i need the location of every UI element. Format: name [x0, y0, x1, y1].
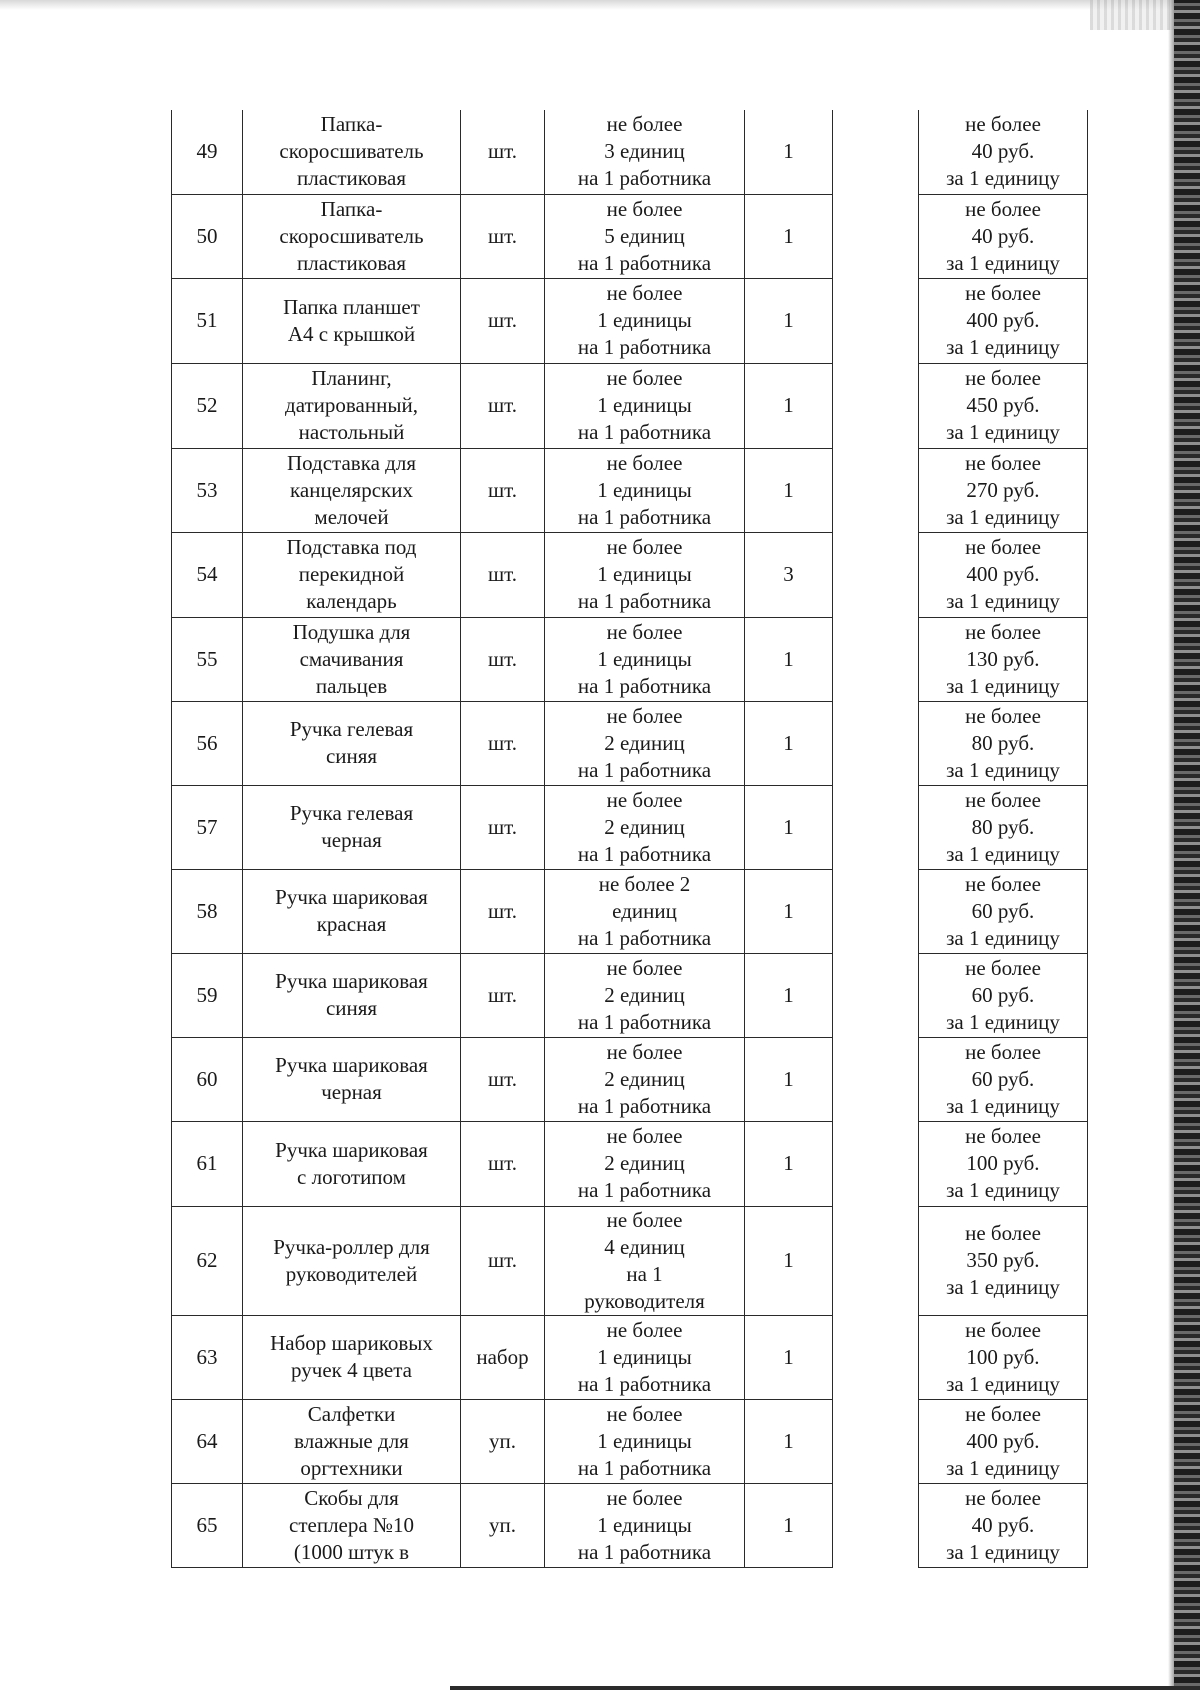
price-row — [919, 363, 1088, 448]
quantity-cell: 1 — [745, 1399, 833, 1483]
quantity-norm-cell: не более 2 единиц на 1 работника — [545, 869, 745, 953]
price-limit-cell: не более 270 руб. за 1 единицу — [919, 448, 1088, 532]
scan-artifact-right-edge — [1174, 0, 1200, 1690]
row-number-cell: 56 — [172, 701, 243, 785]
item-name-cell: Ручка гелевая синяя — [243, 701, 461, 785]
quantity-cell: 1 — [745, 1037, 833, 1121]
row-number-cell: 54 — [172, 532, 243, 617]
scan-artifact-bottom-edge — [450, 1686, 1200, 1690]
quantity-norm-cell: не более 1 единицы на 1 работника — [545, 1399, 745, 1483]
price-row — [919, 278, 1088, 363]
quantity-cell: 1 — [745, 1483, 833, 1567]
row-number-cell: 60 — [172, 1037, 243, 1121]
row-number-cell: 57 — [172, 785, 243, 869]
price-row — [919, 1206, 1088, 1315]
row-number-cell: 51 — [172, 278, 243, 363]
price-row — [919, 869, 1088, 953]
unit-of-measure-cell: шт. — [461, 1206, 545, 1315]
price-limit-cell: не более 100 руб. за 1 единицу — [919, 1121, 1088, 1206]
item-name-cell: Ручка шариковая синяя — [243, 953, 461, 1037]
unit-of-measure-cell: шт. — [461, 701, 545, 785]
table-row — [172, 1037, 833, 1121]
table-row — [172, 869, 833, 953]
table-row — [172, 953, 833, 1037]
price-row — [919, 953, 1088, 1037]
quantity-cell: 1 — [745, 617, 833, 701]
row-number-cell: 64 — [172, 1399, 243, 1483]
price-limit-cell: не более 80 руб. за 1 единицу — [919, 785, 1088, 869]
price-row — [919, 194, 1088, 278]
price-limit-cell: не более 100 руб. за 1 единицу — [919, 1315, 1088, 1399]
price-row — [919, 1315, 1088, 1399]
item-name-cell: Папка планшет А4 с крышкой — [243, 278, 461, 363]
row-number-cell: 59 — [172, 953, 243, 1037]
quantity-norm-cell: не более 1 единицы на 1 работника — [545, 448, 745, 532]
quantity-cell: 1 — [745, 1315, 833, 1399]
table-row — [172, 1483, 833, 1567]
row-number-cell: 49 — [172, 110, 243, 194]
unit-of-measure-cell: шт. — [461, 278, 545, 363]
row-number-cell: 63 — [172, 1315, 243, 1399]
item-name-cell: Скобы для степлера №10 (1000 штук в — [243, 1483, 461, 1567]
item-name-cell: Набор шариковых ручек 4 цвета — [243, 1315, 461, 1399]
price-row — [919, 110, 1088, 194]
quantity-cell: 1 — [745, 1206, 833, 1315]
quantity-cell: 1 — [745, 785, 833, 869]
price-row — [919, 1037, 1088, 1121]
price-limit-cell: не более 60 руб. за 1 единицу — [919, 869, 1088, 953]
row-number-cell: 52 — [172, 363, 243, 448]
quantity-norm-cell: не более 1 единицы на 1 работника — [545, 617, 745, 701]
price-row — [919, 448, 1088, 532]
row-number-cell: 50 — [172, 194, 243, 278]
quantity-norm-cell: не более 2 единиц на 1 работника — [545, 1121, 745, 1206]
row-number-cell: 62 — [172, 1206, 243, 1315]
price-limit-cell: не более 400 руб. за 1 единицу — [919, 1399, 1088, 1483]
table-row — [172, 532, 833, 617]
unit-of-measure-cell: шт. — [461, 1037, 545, 1121]
table-row — [172, 1121, 833, 1206]
quantity-cell: 3 — [745, 532, 833, 617]
item-name-cell: Папка- скоросшиватель пластиковая — [243, 194, 461, 278]
table-row — [172, 110, 833, 194]
quantity-norm-cell: не более 2 единиц на 1 работника — [545, 701, 745, 785]
quantity-norm-cell: не более 2 единиц на 1 работника — [545, 1037, 745, 1121]
quantity-cell: 1 — [745, 869, 833, 953]
table-row — [172, 785, 833, 869]
unit-of-measure-cell: уп. — [461, 1483, 545, 1567]
quantity-cell: 1 — [745, 278, 833, 363]
unit-of-measure-cell: шт. — [461, 194, 545, 278]
price-limit-cell: не более 130 руб. за 1 единицу — [919, 617, 1088, 701]
quantity-cell: 1 — [745, 1121, 833, 1206]
price-limit-cell: не более 80 руб. за 1 единицу — [919, 701, 1088, 785]
price-limit-cell: не более 450 руб. за 1 единицу — [919, 363, 1088, 448]
price-limit-cell: не более 400 руб. за 1 единицу — [919, 532, 1088, 617]
price-row — [919, 1121, 1088, 1206]
quantity-cell: 1 — [745, 953, 833, 1037]
row-number-cell: 58 — [172, 869, 243, 953]
unit-of-measure-cell: набор — [461, 1315, 545, 1399]
supplies-norms-table — [171, 110, 833, 1568]
price-limit-table — [918, 110, 1088, 1568]
unit-of-measure-cell: шт. — [461, 617, 545, 701]
unit-of-measure-cell: шт. — [461, 532, 545, 617]
item-name-cell: Планинг, датированный, настольный — [243, 363, 461, 448]
item-name-cell: Ручка шариковая красная — [243, 869, 461, 953]
quantity-norm-cell: не более 1 единицы на 1 работника — [545, 278, 745, 363]
unit-of-measure-cell: шт. — [461, 363, 545, 448]
unit-of-measure-cell: шт. — [461, 110, 545, 194]
quantity-norm-cell: не более 2 единиц на 1 работника — [545, 785, 745, 869]
price-limit-cell: не более 60 руб. за 1 единицу — [919, 953, 1088, 1037]
price-row — [919, 1483, 1088, 1567]
price-limit-cell: не более 40 руб. за 1 единицу — [919, 1483, 1088, 1567]
table-row — [172, 363, 833, 448]
item-name-cell: Подставка для канцелярских мелочей — [243, 448, 461, 532]
table-row — [172, 1315, 833, 1399]
unit-of-measure-cell: шт. — [461, 1121, 545, 1206]
item-name-cell: Салфетки влажные для оргтехники — [243, 1399, 461, 1483]
quantity-norm-cell: не более 1 единицы на 1 работника — [545, 532, 745, 617]
item-name-cell: Подушка для смачивания пальцев — [243, 617, 461, 701]
row-number-cell: 61 — [172, 1121, 243, 1206]
quantity-cell: 1 — [745, 194, 833, 278]
row-number-cell: 65 — [172, 1483, 243, 1567]
table-row — [172, 617, 833, 701]
quantity-cell: 1 — [745, 363, 833, 448]
price-limit-cell: не более 400 руб. за 1 единицу — [919, 278, 1088, 363]
table-row — [172, 1206, 833, 1315]
unit-of-measure-cell: уп. — [461, 1399, 545, 1483]
item-name-cell: Ручка-роллер для руководителей — [243, 1206, 461, 1315]
quantity-norm-cell: не более 4 единиц на 1 руководителя — [545, 1206, 745, 1315]
quantity-norm-cell: не более 2 единиц на 1 работника — [545, 953, 745, 1037]
item-name-cell: Папка- скоросшиватель пластиковая — [243, 110, 461, 194]
unit-of-measure-cell: шт. — [461, 869, 545, 953]
unit-of-measure-cell: шт. — [461, 448, 545, 532]
item-name-cell: Ручка гелевая черная — [243, 785, 461, 869]
price-row — [919, 1399, 1088, 1483]
quantity-norm-cell: не более 3 единиц на 1 работника — [545, 110, 745, 194]
supplies-table-body — [172, 110, 833, 1567]
price-row — [919, 785, 1088, 869]
price-limit-cell: не более 350 руб. за 1 единицу — [919, 1206, 1088, 1315]
price-limit-cell: не более 40 руб. за 1 единицу — [919, 194, 1088, 278]
row-number-cell: 55 — [172, 617, 243, 701]
scan-artifact-top — [0, 0, 1200, 10]
price-limit-cell: не более 60 руб. за 1 единицу — [919, 1037, 1088, 1121]
quantity-norm-cell: не более 1 единицы на 1 работника — [545, 1315, 745, 1399]
price-table-body — [919, 110, 1088, 1567]
price-limit-cell: не более 40 руб. за 1 единицу — [919, 110, 1088, 194]
table-row — [172, 194, 833, 278]
item-name-cell: Ручка шариковая с логотипом — [243, 1121, 461, 1206]
table-row — [172, 701, 833, 785]
quantity-norm-cell: не более 1 единицы на 1 работника — [545, 1483, 745, 1567]
item-name-cell: Ручка шариковая черная — [243, 1037, 461, 1121]
quantity-cell: 1 — [745, 448, 833, 532]
quantity-cell: 1 — [745, 110, 833, 194]
table-row — [172, 448, 833, 532]
table-row — [172, 278, 833, 363]
unit-of-measure-cell: шт. — [461, 785, 545, 869]
quantity-norm-cell: не более 1 единицы на 1 работника — [545, 363, 745, 448]
quantity-norm-cell: не более 5 единиц на 1 работника — [545, 194, 745, 278]
price-row — [919, 701, 1088, 785]
price-row — [919, 532, 1088, 617]
table-row — [172, 1399, 833, 1483]
row-number-cell: 53 — [172, 448, 243, 532]
item-name-cell: Подставка под перекидной календарь — [243, 532, 461, 617]
quantity-cell: 1 — [745, 701, 833, 785]
price-row — [919, 617, 1088, 701]
unit-of-measure-cell: шт. — [461, 953, 545, 1037]
